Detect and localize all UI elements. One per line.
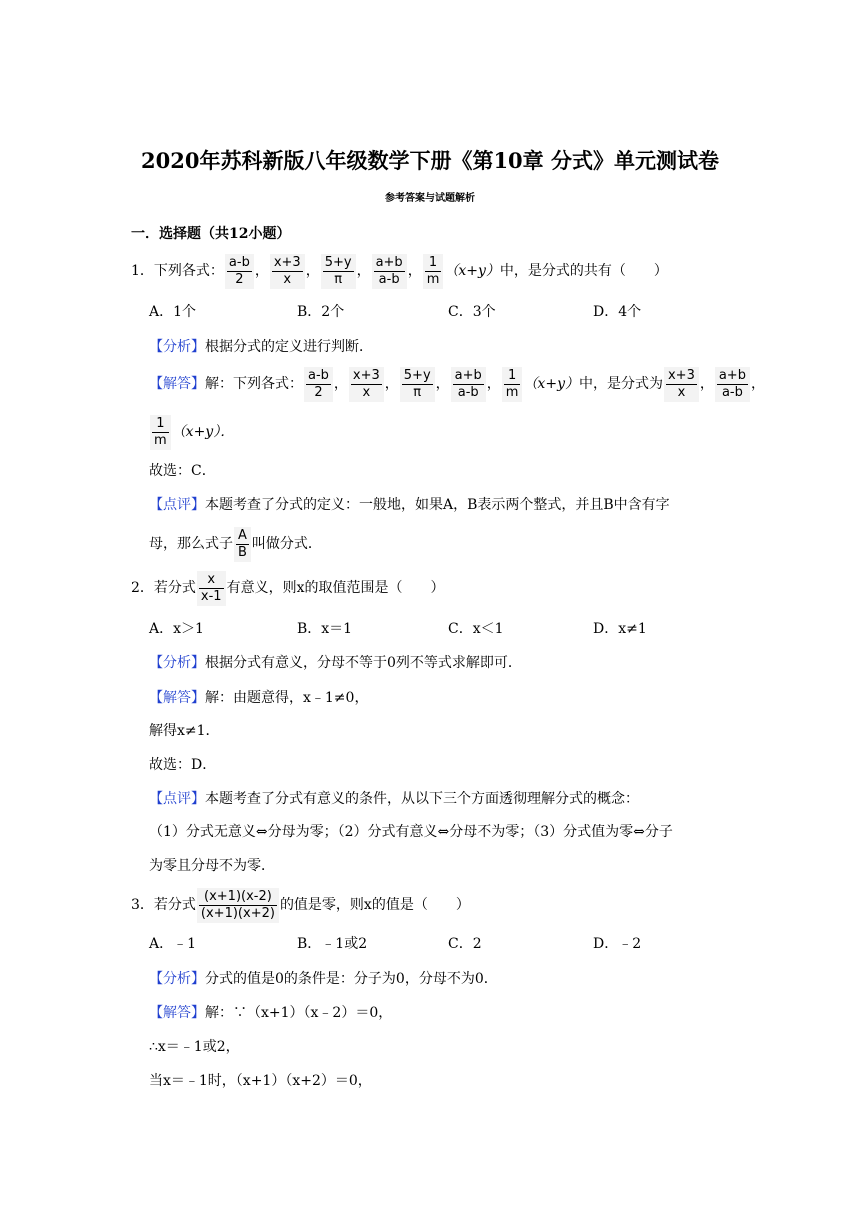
fraction-image: $\frac{a-b}{2}$ <box>304 367 333 402</box>
fraction-image: $\frac{x+3}{x}$ <box>349 367 384 402</box>
question-number: 3． <box>131 897 154 913</box>
analysis-line: 【分析】分式的值是0的条件是：分子为0，分母不为0． <box>149 971 498 987</box>
question-1-stem: 1．下列各式： $\frac{a-b}{2}$ ， $\frac{x+3}{x}$ ， $\frac{5+y}{\pi}$ ， $\frac{a+b}{a-b}$ ， $\frac{1}{m}$ （x+y）中，是分式的共有（ ） <box>131 254 668 287</box>
choice-line: 故选：C． <box>149 463 216 479</box>
fraction-image: $\frac{a+b}{a-b}$ <box>372 254 407 289</box>
option-b: B．﹣1或2 <box>297 936 368 952</box>
fraction-image: $\frac{a-b}{2}$ <box>225 254 254 289</box>
answer-line: 【解答】解：由题意得，x﹣1≠0， <box>149 690 369 706</box>
comment-line: 【点评】本题考查了分式有意义的条件，从以下三个方面透彻理解分式的概念： <box>149 791 639 807</box>
question-number: 2． <box>131 580 154 596</box>
comment-tag: 【点评】 <box>149 791 205 807</box>
comment-continuation: （1）分式无意义⇔分母为零；（2）分式有意义⇔分母不为零；（3）分式值为零⇔分子 <box>149 824 673 840</box>
analysis-tag: 【分析】 <box>149 971 205 987</box>
fraction-image: $\frac{5+y}{\pi}$ <box>321 254 356 289</box>
option-a: A．x＞1 <box>149 621 204 637</box>
fraction-image: $\frac{a+b}{a-b}$ <box>715 367 750 402</box>
fraction-image: $\frac{a+b}{a-b}$ <box>451 367 486 402</box>
fraction-image: $\frac{1}{m}$ <box>423 254 444 289</box>
answer-tag: 【解答】 <box>149 1005 205 1021</box>
option-b: B．x＝1 <box>297 621 353 637</box>
fraction-image: $\frac{(x+1)(x-2)}{(x+1)(x+2)}$ <box>197 888 279 923</box>
option-d: D．4个 <box>593 304 642 320</box>
option-a: A．﹣1 <box>149 936 197 952</box>
answer-line: 【解答】解：∵（x+1）（x﹣2）＝0， <box>149 1005 393 1021</box>
fraction-image: $\frac{A}{B}$ <box>234 527 251 562</box>
answer-line: 【解答】解：下列各式： $\frac{a-b}{2}$ ， $\frac{x+3}{x}$ ， $\frac{5+y}{\pi}$ ， $\frac{a+b}{a-b}$ ， $\frac{1}{m}$ （x+y）中，是分式为 $\frac{x+3}{x}$ ， $\frac{a+b}{a-b}$ ， <box>149 367 765 400</box>
option-a: A．1个 <box>149 304 197 320</box>
analysis-tag: 【分析】 <box>149 339 205 355</box>
answer-tag: 【解答】 <box>149 376 205 392</box>
analysis-line: 【分析】根据分式有意义，分母不等于0列不等式求解即可． <box>149 655 522 671</box>
comment-line: 【点评】本题考查了分式的定义：一般地，如果A，B表示两个整式，并且B中含有字 <box>149 497 670 513</box>
fraction-image: $\frac{x}{x-1}$ <box>197 571 226 606</box>
choice-line: 故选：D． <box>149 757 217 773</box>
solution-step: ∴x＝﹣1或2， <box>149 1039 240 1055</box>
option-b: B．2个 <box>297 304 345 320</box>
option-d: D．x≠1 <box>593 621 647 637</box>
question-number: 1． <box>131 263 154 279</box>
fraction-image: $\frac{x+3}{x}$ <box>664 367 699 402</box>
answer-tag: 【解答】 <box>149 690 205 706</box>
fraction-image: $\frac{1}{m}$ <box>502 367 523 402</box>
page-title: 2020年苏科新版八年级数学下册《第10章 分式》单元测试卷 <box>141 148 719 173</box>
option-c: C．x＜1 <box>448 621 504 637</box>
option-d: D．﹣2 <box>593 936 642 952</box>
solution-step: 当x＝﹣1时，（x+1）（x+2）＝0， <box>149 1073 372 1089</box>
option-c: C．2 <box>448 936 482 952</box>
fraction-image: $\frac{x+3}{x}$ <box>270 254 305 289</box>
question-3-stem: 3．若分式 $\frac{(x+1)(x-2)}{(x+1)(x+2)}$ 的值是零，则x的值是（ ） <box>131 888 470 921</box>
analysis-line: 【分析】根据分式的定义进行判断． <box>149 339 373 355</box>
comment-tag: 【点评】 <box>149 497 205 513</box>
question-2-stem: 2．若分式 $\frac{x}{x-1}$ 有意义，则x的取值范围是（ ） <box>131 571 445 604</box>
comment-continuation: 母，那么式子 $\frac{A}{B}$ 叫做分式． <box>149 527 322 560</box>
fraction-image: $\frac{5+y}{\pi}$ <box>400 367 435 402</box>
option-c: C．3个 <box>448 304 496 320</box>
page-subtitle: 参考答案与试题解析 <box>385 193 475 204</box>
answer-continuation: $\frac{1}{m}$ （x+y）． <box>149 414 234 450</box>
analysis-tag: 【分析】 <box>149 655 205 671</box>
fraction-image: $\frac{1}{m}$ <box>150 415 171 450</box>
comment-continuation: 为零且分母不为零． <box>149 858 275 874</box>
question-lead-text: 下列各式： <box>153 263 224 279</box>
solution-step: 解得x≠1． <box>149 723 220 739</box>
section-heading: 一．选择题（共12小题） <box>131 226 291 242</box>
